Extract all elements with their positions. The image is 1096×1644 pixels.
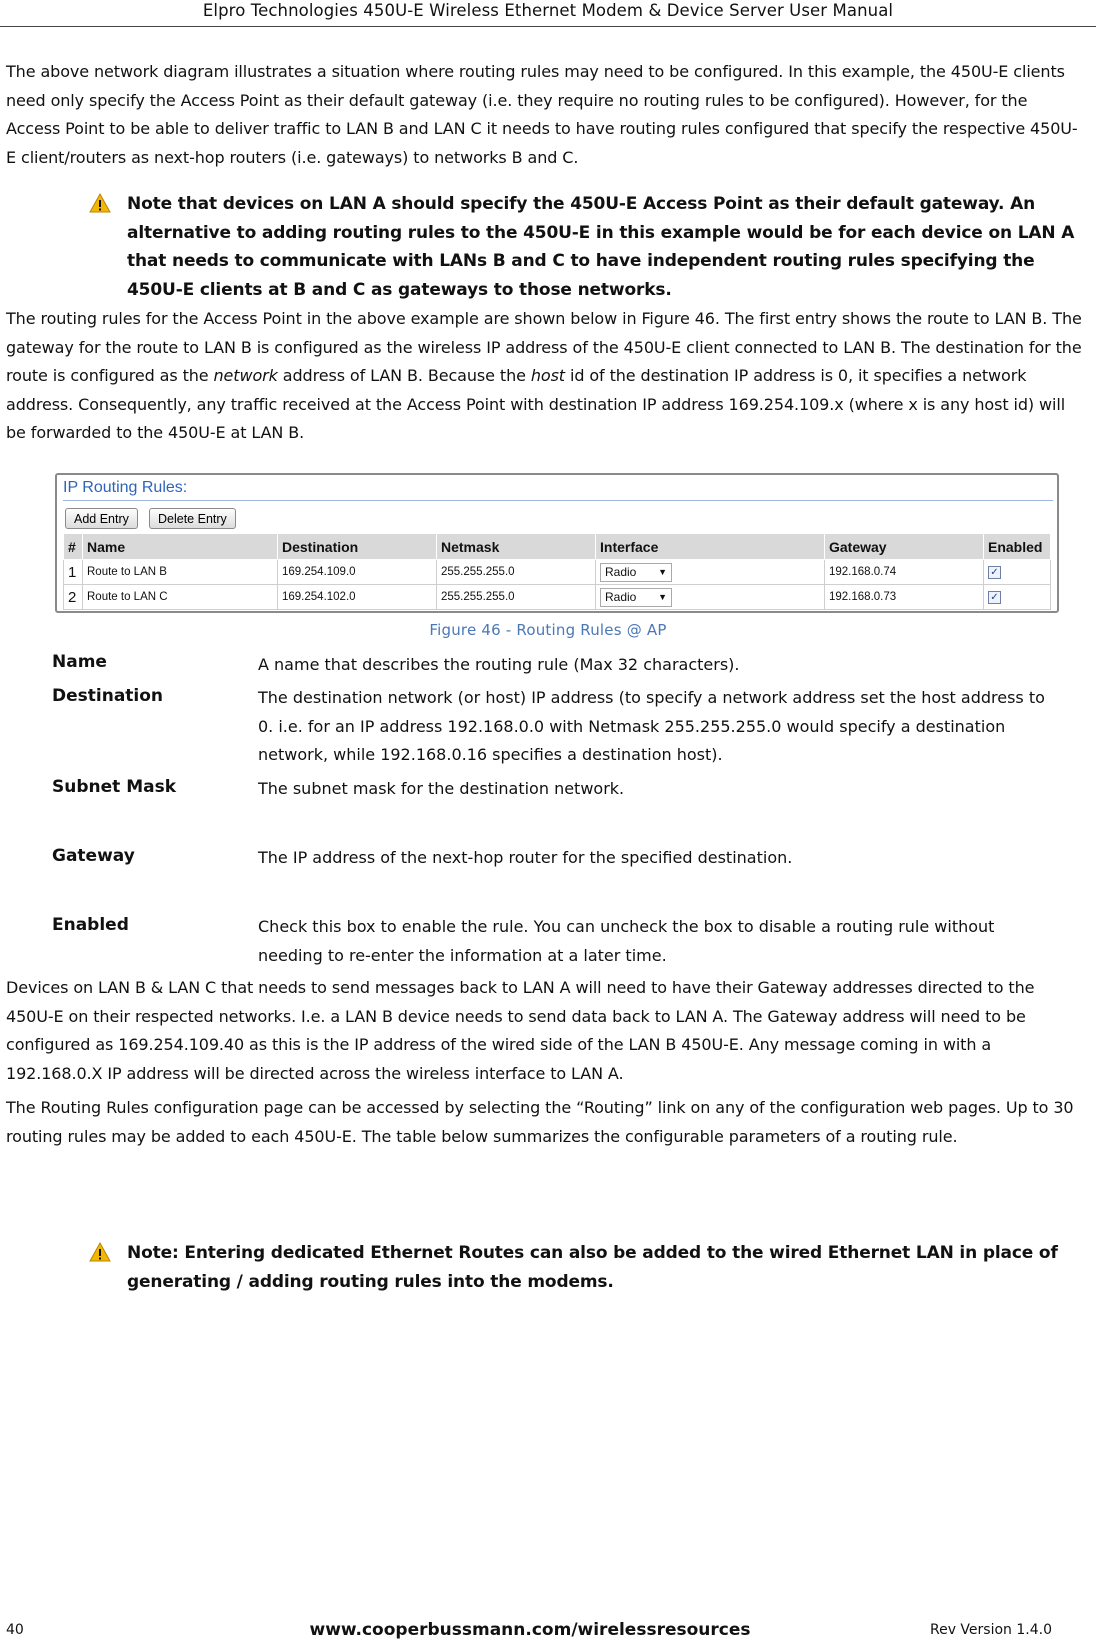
definition-term-name: Name xyxy=(52,652,107,672)
table-header-row xyxy=(64,534,1051,560)
column-header-interface: Interface xyxy=(596,534,825,560)
definition-term-gateway: Gateway xyxy=(52,846,135,866)
column-header-gateway: Gateway xyxy=(825,534,984,560)
column-header-name: Name xyxy=(83,534,278,560)
gateway-input[interactable]: 192.168.0.74 xyxy=(825,560,984,585)
gateway-input[interactable]: 192.168.0.73 xyxy=(825,585,984,610)
destination-input[interactable]: 169.254.102.0 xyxy=(278,585,437,610)
table-row xyxy=(64,560,1051,585)
chevron-down-icon: ▼ xyxy=(658,566,667,577)
definition-term-destination: Destination xyxy=(52,686,164,706)
devices-paragraph: Devices on LAN B & LAN C that needs to send messages back to LAN A will need to have their Gateway addresses directed to the 450U-E on their respected networks. I.e. a LAN B device needs to send data back to LAN A. The Gateway address will need to be configured as 169.254.109.40 as this is the IP address of the wired side of the LAN B 450U-E. Any message coming in with a 192.168.0.X IP address will be directed across the wireless interface to LAN A. xyxy=(6,978,1035,1083)
column-header-destination: Destination xyxy=(278,534,437,560)
add-entry-button[interactable]: Add Entry xyxy=(65,508,138,529)
enabled-checkbox[interactable]: ✓ xyxy=(988,566,1001,579)
title-divider xyxy=(63,500,1053,501)
definition-desc-gateway: The IP address of the next-hop router for the specified destination. xyxy=(258,848,793,867)
warning-icon xyxy=(89,1242,111,1262)
interface-cell xyxy=(596,560,825,585)
note-default-gateway: Note that devices on LAN A should specify the 450U-E Access Point as their default gateway. An alternative to adding routing rules to the 450U-E in this example would be for each device on LAN A that needs to communicate with LANs B and C to have independent routing rules specifying the 450U-E clients at B and C as gateways to those networks. xyxy=(127,194,1075,300)
routing-rules-paragraph: The routing rules for the Access Point in the above example are shown below in Figure 46. The first entry shows the route to LAN B. The gateway for the route to LAN B is configured as the wireless IP address of the 450U-E client connected to LAN B. The destination for the route is configured as the network address of LAN B. Because the host id of the destination IP address is 0, it specifies a network address. Consequently, any traffic received at the Access Point with destination IP address 169.254.109.x (where x is any host id) will be forwarded to the 450U-E at LAN B. xyxy=(6,309,1082,442)
definition-desc-subnet-mask: The subnet mask for the destination network. xyxy=(258,779,625,798)
definition-desc-name: A name that describes the routing rule (Max 32 characters). xyxy=(258,655,740,674)
intro-paragraph: The above network diagram illustrates a situation where routing rules may need to be configured. In this example, the 450U-E clients need only specify the Access Point as their default gateway (i.e. they require no routing rules to be configured). However, for the Access Point to be able to deliver traffic to LAN B and LAN C it needs to have routing rules configured that specify the respective 450U-E client/routers as next-hop routers (i.e. gateways) to networks B and C. xyxy=(6,62,1078,167)
enabled-checkbox[interactable]: ✓ xyxy=(988,591,1001,604)
column-header-index: # xyxy=(64,534,83,560)
table-row xyxy=(64,585,1051,610)
page-number: 40 xyxy=(6,1622,24,1638)
delete-entry-button[interactable]: Delete Entry xyxy=(149,508,236,529)
routing-rules-table xyxy=(63,533,1051,610)
warning-icon xyxy=(89,193,111,213)
routing-rules-screenshot xyxy=(55,473,1059,613)
row-index: 2 xyxy=(64,585,83,610)
netmask-input[interactable]: 255.255.255.0 xyxy=(437,560,596,585)
column-header-enabled: Enabled xyxy=(984,534,1051,560)
chevron-down-icon: ▼ xyxy=(658,591,667,602)
definition-desc-enabled: Check this box to enable the rule. You can uncheck the box to disable a routing rule without needing to re-enter the information at a later time. xyxy=(258,917,995,965)
interface-select[interactable]: Radio ▼ xyxy=(600,563,672,582)
note-ethernet-routes: Note: Entering dedicated Ethernet Routes can also be added to the wired Ethernet LAN in place of generating / adding routing rules into the modems. xyxy=(127,1243,1058,1292)
figure-caption: Figure 46 - Routing Rules @ AP xyxy=(429,621,667,639)
netmask-input[interactable]: 255.255.255.0 xyxy=(437,585,596,610)
name-input[interactable]: Route to LAN B xyxy=(83,560,278,585)
destination-input[interactable]: 169.254.109.0 xyxy=(278,560,437,585)
interface-cell xyxy=(596,585,825,610)
definition-term-subnet-mask: Subnet Mask xyxy=(52,777,177,797)
page-footer xyxy=(0,1620,1096,1644)
row-index: 1 xyxy=(64,560,83,585)
definition-term-enabled: Enabled xyxy=(52,915,129,935)
interface-select[interactable]: Radio ▼ xyxy=(600,588,672,607)
enabled-cell xyxy=(984,585,1051,610)
footer-url-link[interactable]: www.cooperbussmann.com/wirelessresources xyxy=(309,1620,751,1640)
enabled-cell xyxy=(984,560,1051,585)
definition-desc-destination: The destination network (or host) IP address (to specify a network address set the host address to 0. i.e. for an IP address 192.168.0.0 with Netmask 255.255.255.0 would specify a destination network, while 192.168.0.16 specifies a destination host). xyxy=(258,688,1045,764)
header-title: Elpro Technologies 450U-E Wireless Ethernet Modem & Device Server User Manual xyxy=(202,1,894,20)
name-input[interactable]: Route to LAN C xyxy=(83,585,278,610)
revision-version: Rev Version 1.4.0 xyxy=(929,1622,1052,1638)
column-header-netmask: Netmask xyxy=(437,534,596,560)
page-header xyxy=(0,0,1096,27)
routing-rules-title: IP Routing Rules: xyxy=(63,479,188,496)
configuration-paragraph: The Routing Rules configuration page can be accessed by selecting the “Routing” link on any of the configuration web pages. Up to 30 routing rules may be added to each 450U-E. The table below summarizes the configurable parameters of a routing rule. xyxy=(6,1098,1074,1146)
